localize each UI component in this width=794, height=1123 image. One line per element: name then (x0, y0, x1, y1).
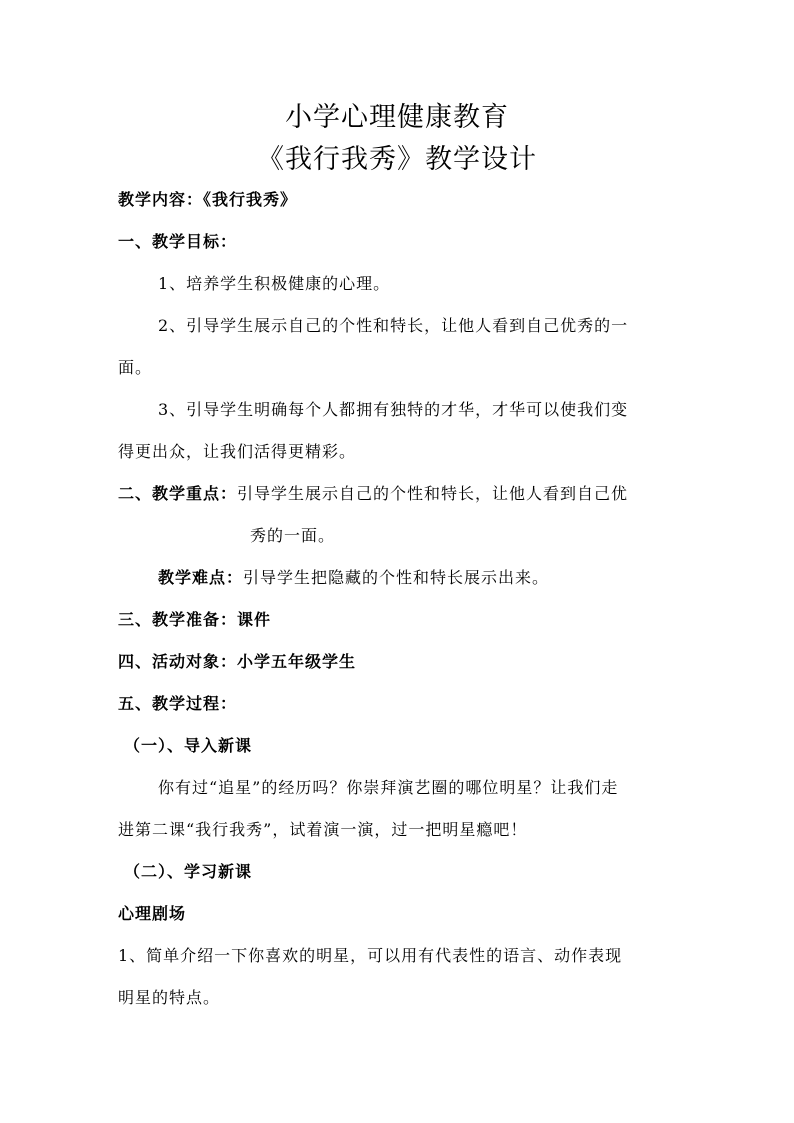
section-new-lesson-heading: （二）、学习新课 (124, 862, 253, 881)
section-intro-text: 你有过“追星”的经历吗？你崇拜演艺圈的哪位明星？让我们走 (158, 778, 619, 797)
key-points-text: 引导学生展示自己的个性和特长，让他人看到自己优 (237, 484, 629, 503)
document-title: 小学心理健康教育 (285, 102, 509, 133)
teaching-content-line (118, 189, 297, 211)
key-points-label: 二、教学重点： (118, 484, 238, 503)
section-intro-heading: （一）、导入新课 (124, 736, 253, 755)
process-heading: 五、教学过程： (118, 694, 238, 713)
key-points-continued: 秀的一面。 (250, 526, 336, 545)
section-intro-text-continued: 进第二课“我行我秀”，试着演一演，过一把明星瘾吧！ (118, 820, 528, 839)
psych-theater-subheading: 心理剧场 (118, 904, 187, 923)
difficulty-label: 教学难点： (158, 568, 244, 587)
goal-item-2-continued: 面。 (118, 358, 153, 377)
difficulty-text: 引导学生把隐藏的个性和特长展示出来。 (243, 568, 550, 587)
teaching-content-value: 《我行我秀》 (203, 190, 298, 209)
theater-item-1-continued: 明星的特点。 (118, 988, 221, 1007)
preparation-line: 三、教学准备：课件 (118, 610, 272, 629)
theater-item-1: 1、简单介绍一下你喜欢的明星，可以用有代表性的语言、动作表现 (118, 946, 623, 965)
teaching-content-label: 教学内容： (118, 190, 204, 209)
audience-line: 四、活动对象：小学五年级学生 (118, 652, 357, 671)
goal-item-2: 2、引导学生展示自己的个性和特长，让他人看到自己优秀的一 (158, 316, 629, 335)
goal-item-3-continued: 得更出众，让我们活得更精彩。 (118, 442, 357, 461)
difficulty-line (158, 567, 549, 589)
document-subtitle: 《我行我秀》教学设计 (257, 144, 537, 175)
goals-heading: 一、教学目标： (118, 232, 238, 251)
key-points-line (118, 483, 628, 505)
goal-item-3: 3、引导学生明确每个人都拥有独特的才华，才华可以使我们变 (158, 400, 629, 419)
goal-item-1: 1、培养学生积极健康的心理。 (158, 274, 391, 293)
